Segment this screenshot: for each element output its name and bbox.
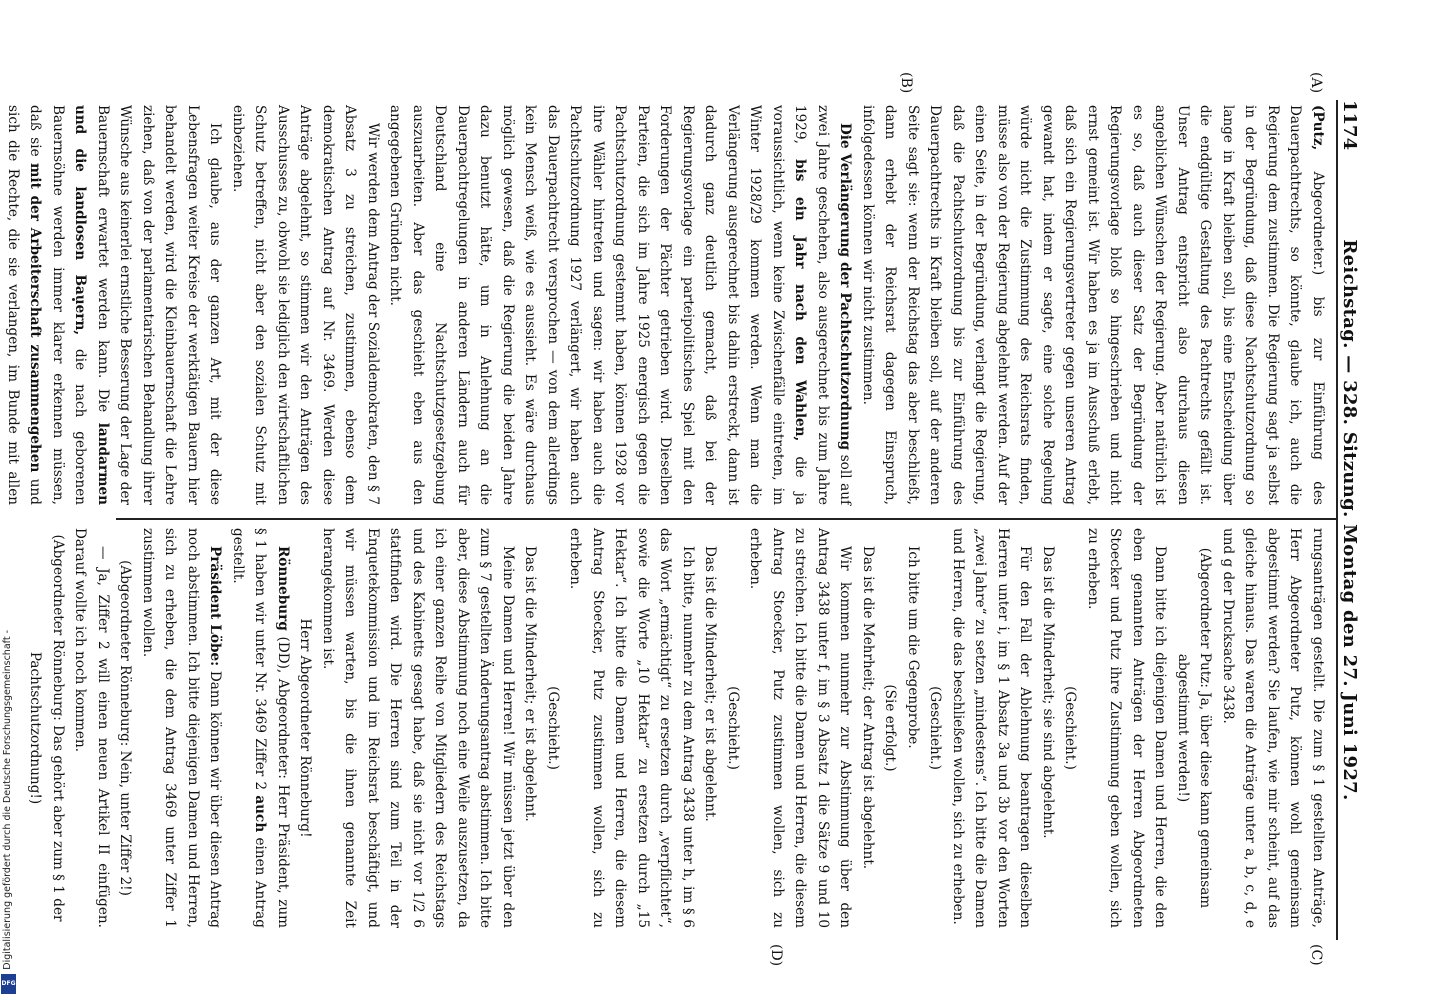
left-column	[0, 105, 1329, 505]
paragraph: Für den Fall der Ablehnung beantragen dieselben Herren unter i, im § 1 Absatz 3a und 3b vor den Worten „zwei Jahre“ zu setzen „mindestens“. Ich bitte die Damen und Herren, die das beschließen wollen, sich zu erheben.	[950, 528, 1034, 928]
paragraph: Das ist die Minderheit; sie sind abgelehnt.	[1040, 546, 1056, 839]
paragraph: Wir werden dem Antrag der Sozialdemokraten, den § 7 Absatz 3 zu streichen, zustimmen, ebenso dem demokratischen Antrag auf Nr. 3469. Werden diese Anträge abgelehnt, so stimmen wir den Anträgen des Ausschusses zu, obwohl sie lediglich den wirtschaftlichen Schutz betreffen, nicht aber den sozialen Schutz mit einbeziehen.	[230, 105, 381, 505]
page-title: Reichstag. — 328. Sitzung. Montag den 27. Juni 1927.	[1339, 239, 1360, 801]
emphasis-text: Die Verlängerung der Pachtschutzordnung	[837, 123, 854, 451]
paragraph-text: Dann können wir über diesen Antrag noch abstimmen. Ich bitte diejenigen Damen und Herren, sich zu erheben, die dem Antrag 3469 unter Ziffer 1 zustimmen wollen.	[140, 528, 224, 929]
paragraph-text: soll auf zwei Jahre geschehen, also ausgerechnet bis zum Jahre 1929,	[792, 105, 854, 506]
speaker-call: Herr Abgeordneter Rönneburg!	[297, 618, 314, 838]
paragraph: Dann bitte ich diejenigen Damen und Herren, die den eben genannten Anträgen der Herren Abgeordneten Stoecker und Putz ihre Zustimmung geben wollen, sich zu erheben.	[1085, 528, 1169, 928]
paragraph: — Ja, Ziffer 2 will einen neuen Artikel II einfügen. Darauf wollte ich noch kommen.	[72, 528, 111, 928]
paragraph-text: (DD), Abgeordneter: Herr Präsident, zum § 1 haben wir unter Nr. 3469 Ziffer 2	[252, 528, 291, 928]
interjection: (Geschieht.)	[725, 686, 741, 770]
paragraph	[137, 528, 227, 928]
paragraph-text: Ich glaube, aus der ganzen Art, mit der diese Lebensfragen weiter Kreise der werktätigen Bauern hier behandelt werden, wird die Kleinbauernschaft die Lehre ziehen, daß von der parlamentarischen Behandlung ihrer Wünsche aus keinerlei ernstliche Besserung der Lage der Bauernschaft erwartet werden kann. Die	[95, 105, 224, 505]
speaker-name: Rönneburg	[275, 546, 291, 631]
paragraph	[227, 528, 295, 928]
header-rule	[1336, 100, 1338, 940]
interjection: (Sie erfolgt.)	[882, 684, 899, 772]
paragraph-text: einen Antrag gestellt.	[230, 528, 269, 928]
paragraph: Meine Damen und Herren! Wir müssen jetzt über den zum § 7 gestellten Änderungsantrag abstimmen. Ich bitte aber, diese Abstimmung noch eine Weile auszusetzen, da ich einer ganzen Reihe von Mitgliedern des Reichstags und des Kabinetts gesagt habe, daß sie nicht vor 1/2 6 stattfinden wird. Die Herren sind zum Teil in der Enquetekommission und im Reichsrat beschäftigt, und wir müssen warten, bis die ihnen genannte Zeit herangekommen ist.	[320, 528, 516, 928]
paragraph	[0, 105, 227, 505]
paragraph	[384, 105, 857, 505]
emphasis-text: landarmen und die landlosen Bauern,	[72, 105, 111, 505]
paragraph: Ich bitte um die Gegenprobe.	[905, 546, 921, 749]
margin-mark-a: (A)	[1308, 72, 1324, 94]
paragraph: Ich bitte, nunmehr zu dem Antrag 3438 unter h, im § 6 das Wort „ermächtigt“ zu ersetzen durch „verpflichtet“, sowie die Worte „10 Hektar“ zu ersetzen durch „15 Hektar“. Ich bitte die Damen und Herren, die diesem Antrag Stoecker, Putz zustimmen wollen, sich zu erheben.	[567, 528, 696, 928]
margin-mark-d: (D)	[768, 944, 784, 967]
interjection: (Geschieht.)	[927, 686, 944, 770]
page-number: 1174	[1339, 100, 1360, 151]
margin-mark-c: (C)	[1308, 944, 1324, 966]
column-divider	[116, 518, 1336, 520]
page-header	[1328, 100, 1368, 940]
paragraph: rungsanträgen gestellt. Die zum § 1 gestellten Anträge, Herr Abgeordneter Putz, können wohl gemeinsam abgestimmt werden? Sie laufen, wie mir scheint, auf das gleiche hinaus. Das waren die Anträge unter a, b, c, d, e und g der Drucksache 3438.	[1220, 528, 1326, 928]
interjection: (Abgeordneter Rönneburg: Das gehört aber zum § 1 der Pachtschutzordnung!)	[27, 534, 66, 922]
paragraph	[857, 105, 1330, 505]
paragraph: Das ist die Minderheit; er ist abgelehnt.	[702, 546, 719, 822]
right-column	[24, 528, 1329, 928]
paragraph-text: die nach geborenen Bauernsöhne werden immer klarer erkennen müssen, daß sie	[27, 105, 89, 506]
interjection: (Abgeordneter Putz: Ja, über diese kann gemeinsam abgestimmt werden!)	[1175, 547, 1214, 909]
emphasis-text: auch	[252, 795, 269, 833]
paragraph: Wir kommen nunmehr zur Abstimmung über den Antrag 3438 unter f, im § 3 Absatz 1 die Sätze 9 und 10 zu streichen. Ich bitte die Damen und Herren, die diesem Antrag Stoecker, Putz zustimmen wollen, sich zu erheben.	[747, 528, 854, 928]
interjection: (Geschieht.)	[545, 686, 561, 770]
speaker-name: (Putz,	[1310, 105, 1326, 151]
speaker-name: Präsident Löbe:	[207, 546, 224, 667]
interjection: (Abgeordneter Rönneburg: Nein, unter Ziffer 2!)	[117, 560, 134, 896]
speaker-role: Abgeordneter.)	[1310, 171, 1326, 276]
dfg-logo-icon: DFG	[1, 974, 16, 994]
digitization-credit-text: Digitalisierung gefördert durch die Deutsche Forschungsgemeinschaft -	[2, 630, 13, 970]
digitization-credit	[0, 600, 18, 1000]
paragraph: Das ist die Mehrheit; der Antrag ist abgelehnt.	[860, 546, 876, 870]
paragraph-text: bis zur Einführung des Dauerpachtrechts, so könnte, glaube ich, auch die Regierung dem zustimmen. Die Regierung sagt ja selbst in der Begründung, daß diese Nachtschutzordnung so lange in Kraft bleiben soll, bis eine Entscheidung über die endgültige Gestaltung des Pachtrechts gefällt ist. Unser Antrag entspricht also durchaus diesen angeblichen Wünschen der Regierung. Aber natürlich ist es so, daß auch dieser Satz der Begründung der Regierungsvorlage bloß so hingeschrieben und nicht ernst gemeint ist. Wir haben es ja im Ausschuß erlebt, daß sich ein Regierungsvertreter gegen unseren Antrag gewandt hat, indem er sagte, eine solche Regelung würde nicht die Zustimmung des Reichsrats finden, müsse also von der Regierung abgelehnt werden. Auf der einen Seite, in der Begründung, verlangt die Regierung, daß die Pachtschutzordnung bis zur Einführung des Dauerpachtrechts in Kraft bleiben soll, auf der anderen Seite sagt sie: wenn der Reichstag das aber beschließt, dann erhebt der Reichsrat dagegen Einspruch, infolgedessen können wir nicht zustimmen.	[860, 105, 1326, 506]
emphasis-text: mit der Arbeiterschaft zusammengehen	[27, 163, 44, 473]
paragraph: Das ist die Minderheit; er ist abgelehnt.	[522, 546, 539, 822]
paragraph-text: und sich die Rechte, die sie verlangen, im Bunde mit allen	[5, 105, 44, 505]
margin-mark-b: (B)	[898, 72, 914, 94]
paragraph-text: die ja voraussichtlich, wenn keine Zwischenfälle eintreten, im Winter 1928/29 kommen werden. Wenn man die Verlängerung ausgerechnet bis dahin erstreckt, dann ist dadurch ganz deutlich gemacht, daß bei der Regierungsvorlage ein parteipolitisches Spiel mit den Forderungen der Pächter getrieben wird. Dieselben Parteien, die sich im Jahre 1925 energisch gegen die Pachtschutzordnung gestemmt haben, können 1928 vor ihre Wähler hintreten und sagen: wir haben auch die Pachtschutzordnung 1927 verlängert, wir haben auch das Dauerpachtrecht versprochen — von dem allerdings kein Mensch weiß, wie es aussieht. Es wäre durchaus möglich gewesen, daß die Regierung die beiden Jahre dazu benutzt hätte, um in Anlehnung an die Dauerpachtregelungen in anderen Ländern auch für Deutschland eine Nachtschutzgesetzgebung auszuarbeiten. Aber das geschieht eben aus den angegebenen Gründen nicht.	[387, 105, 809, 505]
interjection: (Geschieht.)	[1062, 686, 1079, 770]
emphasis-text: bis ein Jahr nach den Wahlen,	[792, 159, 809, 442]
